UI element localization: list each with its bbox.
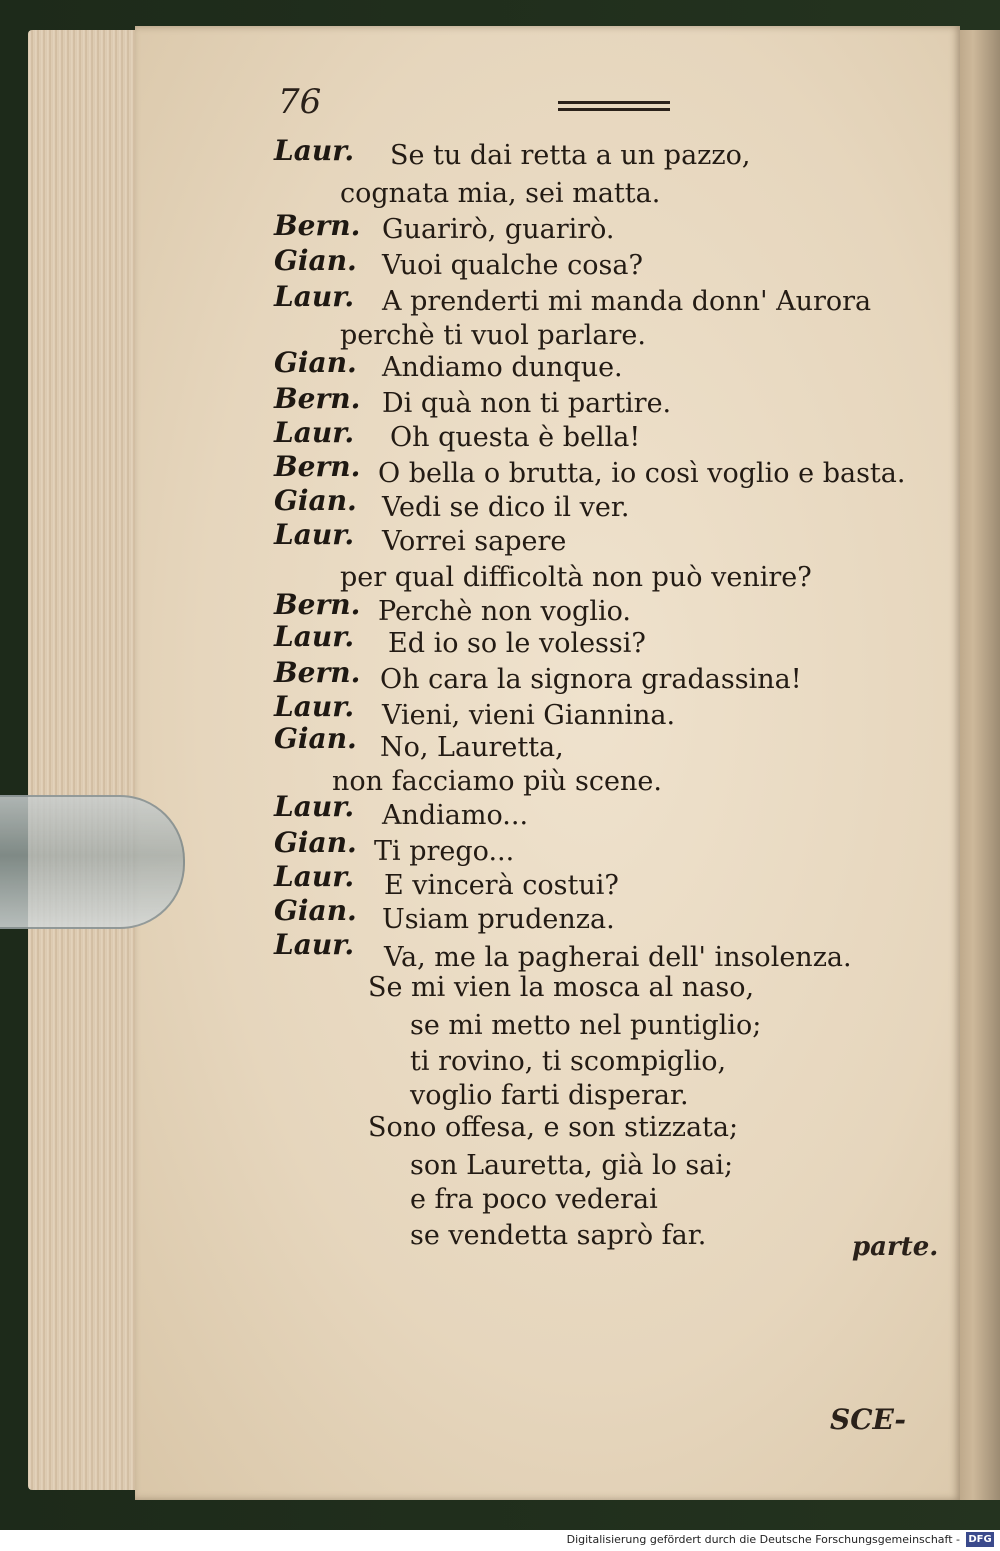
- speaker-label: Bern.: [274, 450, 361, 483]
- speaker-label: Gian.: [274, 894, 357, 927]
- dialogue-line: Andiamo...: [382, 800, 529, 831]
- dfg-logo-icon: DFG: [966, 1532, 994, 1547]
- speaker-label: Gian.: [274, 346, 357, 379]
- dialogue-line: Vieni, vieni Giannina.: [382, 700, 676, 731]
- dialogue-line: No, Lauretta,: [380, 732, 564, 763]
- dialogue-line: Usiam prudenza.: [382, 904, 615, 935]
- dialogue-line: Vorrei sapere: [382, 526, 567, 557]
- aria-line: se vendetta saprò far.: [410, 1220, 707, 1251]
- aria-line: son Lauretta, già lo sai;: [410, 1150, 734, 1181]
- speaker-label: Bern.: [274, 209, 361, 242]
- dialogue-line: E vincerà costui?: [384, 870, 619, 901]
- dialogue-line: per qual difficoltà non può venire?: [340, 562, 812, 593]
- dialogue-line: Vuoi qualche cosa?: [382, 250, 643, 281]
- speaker-label: Laur.: [274, 620, 355, 653]
- header-double-rule: [558, 98, 670, 114]
- dialogue-line: non facciamo più scene.: [332, 766, 662, 797]
- speaker-label: Laur.: [274, 860, 355, 893]
- dialogue-line: Va, me la pagherai dell' insolenza.: [384, 942, 852, 973]
- catchword: SCE-: [830, 1403, 906, 1436]
- dialogue-line: O bella o brutta, io così voglio e basta.: [378, 458, 906, 489]
- dialogue-line: cognata mia, sei matta.: [340, 178, 661, 209]
- dialogue-line: Andiamo dunque.: [382, 352, 623, 383]
- page-stack-edge: [28, 30, 138, 1490]
- dialogue-line: Di quà non ti partire.: [382, 388, 672, 419]
- speaker-label: Gian.: [274, 484, 357, 517]
- aria-line: ti rovino, ti scompiglio,: [410, 1046, 727, 1077]
- dialogue-line: Perchè non voglio.: [378, 596, 631, 627]
- speaker-label: Laur.: [274, 928, 355, 961]
- speaker-label: Laur.: [274, 280, 355, 313]
- speaker-label: Gian.: [274, 826, 357, 859]
- speaker-label: Gian.: [274, 244, 357, 277]
- aria-line: e fra poco vederai: [410, 1184, 658, 1215]
- speaker-label: Laur.: [274, 134, 355, 167]
- dialogue-line: Ti prego...: [374, 836, 515, 867]
- speaker-label: Laur.: [274, 690, 355, 723]
- dialogue-line: Vedi se dico il ver.: [382, 492, 630, 523]
- speaker-label: Bern.: [274, 656, 361, 689]
- speaker-label: Bern.: [274, 588, 361, 621]
- aria-line: se mi metto nel puntiglio;: [410, 1010, 762, 1041]
- dialogue-line: perchè ti vuol parlare.: [340, 320, 646, 351]
- speaker-label: Gian.: [274, 722, 357, 755]
- stage-direction: parte.: [852, 1232, 939, 1262]
- dialogue-line: Guarirò, guarirò.: [382, 214, 615, 245]
- footer-credit: Digitalisierung gefördert durch die Deutsche Forschungsgemeinschaft -: [566, 1533, 960, 1546]
- page-clip: [0, 795, 185, 929]
- speaker-label: Laur.: [274, 790, 355, 823]
- dialogue-line: Ed io so le volessi?: [388, 628, 646, 659]
- footer-bar: [0, 1530, 1000, 1551]
- dialogue-line: Oh cara la signora gradassina!: [380, 664, 802, 695]
- dialogue-line: Oh questa è bella!: [390, 422, 641, 453]
- speaker-label: Bern.: [274, 382, 361, 415]
- speaker-label: Laur.: [274, 416, 355, 449]
- aria-line: Sono offesa, e son stizzata;: [368, 1112, 739, 1143]
- facing-page-edge: [955, 30, 1000, 1500]
- page-number: 76: [278, 82, 322, 122]
- dialogue-line: Se tu dai retta a un pazzo,: [390, 140, 751, 171]
- dialogue-line: A prenderti mi manda donn' Aurora: [382, 286, 872, 317]
- speaker-label: Laur.: [274, 518, 355, 551]
- aria-line: Se mi vien la mosca al naso,: [368, 972, 755, 1003]
- aria-line: voglio farti disperar.: [410, 1080, 689, 1111]
